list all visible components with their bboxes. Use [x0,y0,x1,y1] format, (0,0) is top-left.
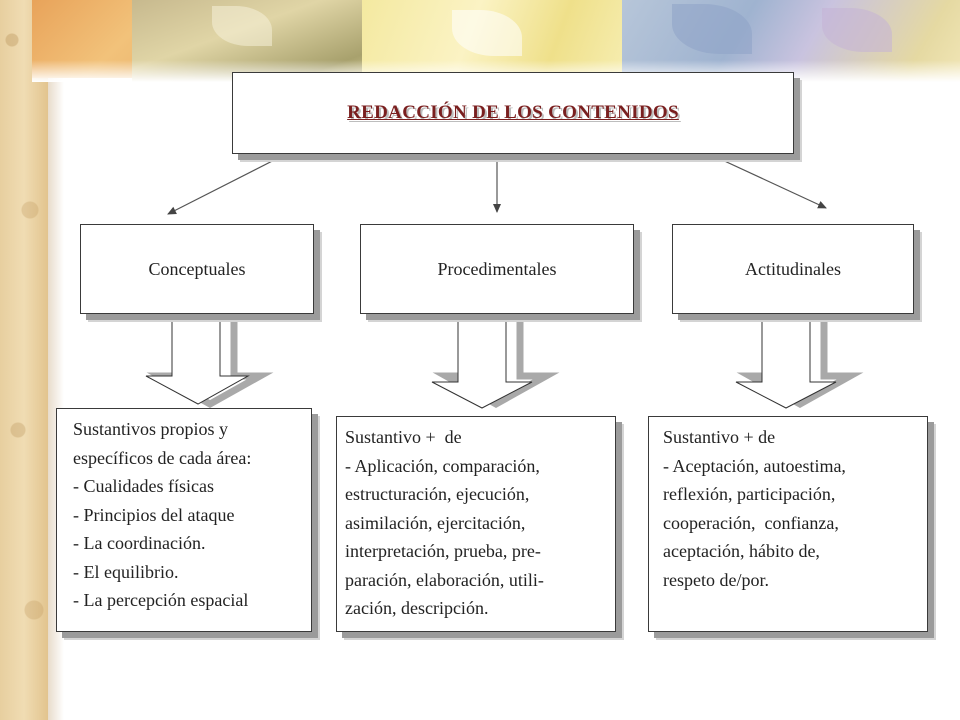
category-box-conceptuales [80,224,314,314]
content-box-conceptuales [56,408,312,632]
content-box-actitudinales [648,416,928,632]
content-line: - Principios del ataque [73,504,235,525]
content-line: aceptación, hábito de, [663,541,820,561]
content-line: respeto de/por. [663,569,769,590]
content-line: zación, descripción. [345,598,489,618]
content-line: paración, elaboración, utili- [345,569,544,590]
content-line: - Aplicación, comparación, [345,455,540,476]
content-line: reflexión, participación, [663,484,836,504]
content-line: específicos de cada área: [73,447,252,468]
category-box-procedimentales [360,224,634,314]
content-line: - Cualidades físicas [73,476,214,496]
block-arrow-conceptuales [146,312,260,404]
block-arrow-procedimentales [432,312,546,408]
connector-arrow-left [168,152,290,214]
content-line: cooperación, confianza, [663,512,839,533]
content-line: interpretación, prueba, pre- [345,541,541,561]
content-line: asimilación, ejercitación, [345,512,526,533]
content-box-procedimentales [336,416,616,632]
category-label: Actitudinales [745,258,841,279]
content-line: - Aceptación, autoestima, [663,455,846,476]
content-line: Sustantivo + de [345,427,462,447]
category-label: Procedimentales [437,258,557,279]
content-line: estructuración, ejecución, [345,484,530,504]
content-line: Sustantivos propios y [73,419,229,439]
category-label: Conceptuales [148,258,246,279]
content-line: - La coordinación. [73,533,206,553]
content-line: Sustantivo + de [663,427,776,447]
connector-arrow-right [705,152,826,208]
block-arrow-actitudinales [736,312,850,408]
content-line: - El equilibrio. [73,561,179,582]
decorative-banner [32,0,960,82]
parchment-border [0,0,48,720]
diagram-title: REDACCIÓN DE LOS CONTENIDOS [347,102,679,123]
category-box-actitudinales [672,224,914,314]
title-box [232,72,794,154]
content-line: - La percepción espacial [73,590,249,610]
